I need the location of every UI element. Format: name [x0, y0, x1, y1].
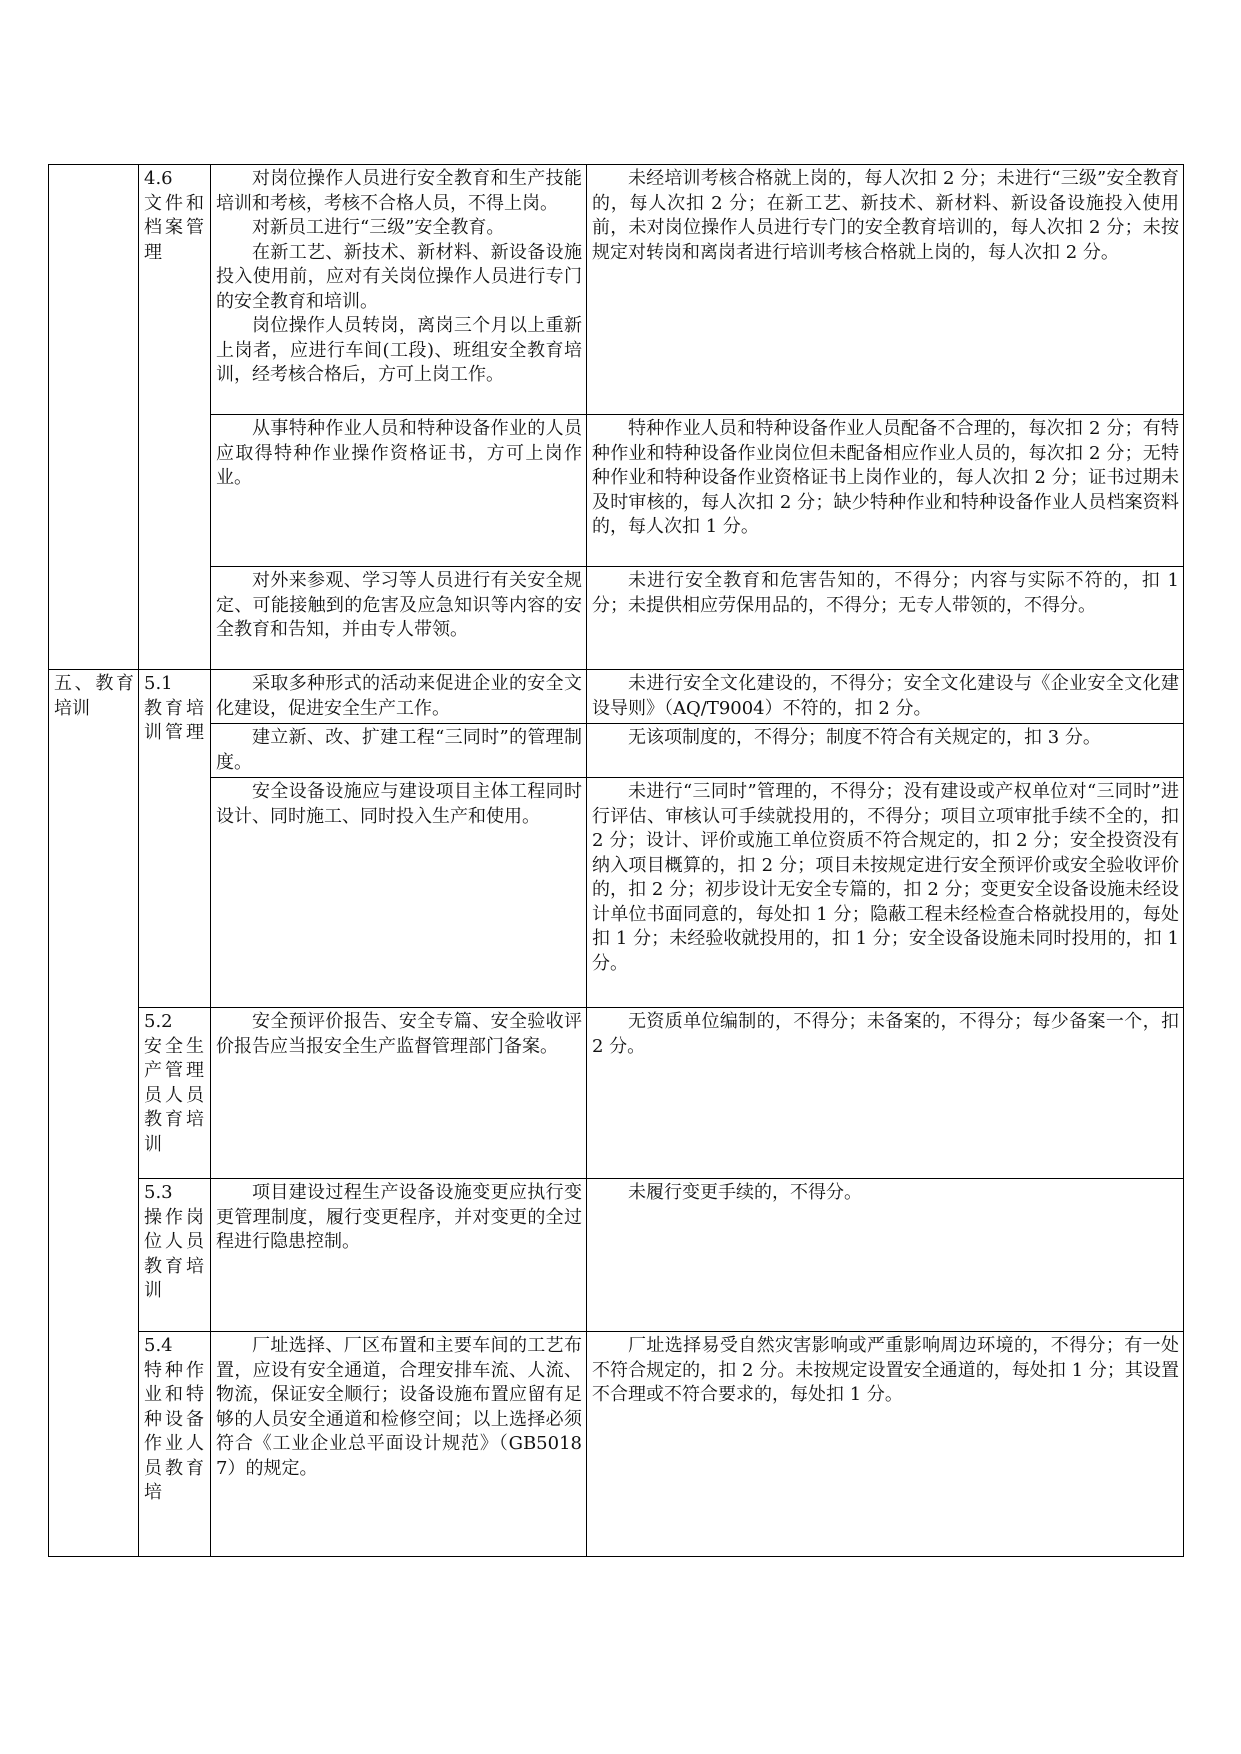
item-cell	[139, 165, 211, 670]
document-page	[48, 164, 1208, 1557]
table-row	[49, 724, 1184, 778]
category-cell	[49, 670, 139, 1557]
method-cell	[587, 1332, 1184, 1557]
category-cell	[49, 165, 139, 670]
method-cell	[587, 1008, 1184, 1179]
content-cell	[211, 1179, 587, 1332]
item-number: 5.2	[144, 1011, 173, 1032]
content-paragraph: 在新工艺、新技术、新材料、新设备设施投入使用前，应对有关岗位操作人员进行专门的安全教育和培训。	[216, 241, 582, 312]
method-cell	[587, 165, 1184, 415]
content-cell	[211, 165, 587, 415]
content-paragraph: 采取多种形式的活动来促进企业的安全文化建设，促进安全生产工作。	[216, 673, 582, 719]
item-name: 操作岗位人员教育培训	[144, 1206, 206, 1301]
method-text: 无资质单位编制的，不得分；未备案的，不得分；每少备案一个，扣 2 分。	[592, 1011, 1179, 1057]
content-cell	[211, 567, 587, 670]
content-paragraph: 安全设备设施应与建设项目主体工程同时设计、同时施工、同时投入生产和使用。	[216, 781, 582, 827]
method-text: 厂址选择易受自然灾害影响或严重影响周边环境的，不得分；有一处不符合规定的，扣 2 分。未按规定设置安全通道的，每处扣 1 分；其设置不合理或不符合要求的，每处扣 1 分。	[592, 1335, 1179, 1405]
method-text: 特种作业人员和特种设备作业人员配备不合理的，每次扣 2 分；有特种作业和特种设备作业岗位但未配备相应作业人员的，每次扣 2 分；无特种作业和特种设备作业资格证书上岗作业的，每人次扣 2 分；证书过期未及时审核的，每人次扣 2 分；缺少特种作业和特种设备作业人员档案资料的，每人次扣 1 分。	[592, 418, 1179, 537]
content-paragraph: 建立新、改、扩建工程“三同时”的管理制度。	[216, 727, 582, 773]
method-cell	[587, 670, 1184, 724]
method-text: 无该项制度的，不得分；制度不符合有关规定的，扣 3 分。	[628, 727, 1101, 748]
content-paragraph: 对外来参观、学习等人员进行有关安全规定、可能接触到的危害及应急知识等内容的安全教育和告知，并由专人带领。	[216, 570, 582, 640]
method-cell	[587, 724, 1184, 778]
item-cell	[139, 1008, 211, 1179]
table-row	[49, 1179, 1184, 1332]
item-name: 特种作业和特种设备作业人员教育培	[144, 1359, 206, 1503]
table-row	[49, 1008, 1184, 1179]
item-cell	[139, 1332, 211, 1557]
item-cell	[139, 670, 211, 1008]
content-cell	[211, 670, 587, 724]
item-number: 5.4	[144, 1335, 173, 1356]
table-row	[49, 165, 1184, 415]
content-cell	[211, 1332, 587, 1557]
method-cell	[587, 1179, 1184, 1332]
method-text: 未进行安全文化建设的，不得分；安全文化建设与《企业安全文化建设导则》（AQ/T9004）不符的，扣 2 分。	[592, 673, 1179, 719]
table-row	[49, 415, 1184, 567]
content-paragraph: 从事特种作业人员和特种设备作业的人员应取得特种作业操作资格证书，方可上岗作业。	[216, 418, 582, 488]
content-cell	[211, 724, 587, 778]
content-paragraph: 对新员工进行“三级”安全教育。	[252, 217, 505, 238]
assessment-table	[48, 164, 1184, 1557]
table-row	[49, 670, 1184, 724]
item-name: 安全生产管理员人员教育培训	[144, 1035, 206, 1155]
content-cell	[211, 415, 587, 567]
method-text: 未履行变更手续的，不得分。	[628, 1182, 862, 1203]
item-number: 4.6	[144, 168, 173, 189]
method-text: 未进行安全教育和危害告知的，不得分；内容与实际不符的，扣 1 分；未提供相应劳保用品的，不得分；无专人带领的，不得分。	[592, 570, 1179, 616]
category-label: 五、教育培训	[54, 673, 134, 719]
table-row	[49, 1332, 1184, 1557]
content-paragraph: 对岗位操作人员进行安全教育和生产技能培训和考核，考核不合格人员，不得上岗。	[216, 168, 582, 214]
table-row	[49, 567, 1184, 670]
content-paragraph: 安全预评价报告、安全专篇、安全验收评价报告应当报安全生产监督管理部门备案。	[216, 1011, 582, 1057]
content-cell	[211, 778, 587, 1008]
table-row	[49, 778, 1184, 1008]
method-cell	[587, 415, 1184, 567]
method-cell	[587, 778, 1184, 1008]
method-text: 未经培训考核合格就上岗的，每人次扣 2 分；未进行“三级”安全教育的，每人次扣 2 分；在新工艺、新技术、新材料、新设备设施投入使用前，未对岗位操作人员进行专门的安全教育培训的，每人次扣 2 分；未按规定对转岗和离岗者进行培训考核合格就上岗的，每人次扣 2 分。	[592, 168, 1179, 263]
content-paragraph: 项目建设过程生产设备设施变更应执行变更管理制度，履行变更程序，并对变更的全过程进行隐患控制。	[216, 1182, 582, 1252]
item-name: 教育培训管理	[144, 697, 206, 743]
item-name: 文件和档案管理	[144, 192, 206, 263]
content-paragraph: 厂址选择、厂区布置和主要车间的工艺布置，应设有安全通道，合理安排车流、人流、物流，保证安全顺行；设备设施布置应留有足够的人员安全通道和检修空间；以上选择必须符合《工业企业总平面设计规范》（GB50187）的规定。	[216, 1335, 582, 1479]
item-number: 5.3	[144, 1182, 173, 1203]
content-paragraph: 岗位操作人员转岗，离岗三个月以上重新上岗者，应进行车间(工段)、班组安全教育培训，经考核合格后，方可上岗工作。	[216, 315, 582, 385]
item-number: 5.1	[144, 673, 173, 694]
item-cell	[139, 1179, 211, 1332]
content-cell	[211, 1008, 587, 1179]
method-cell	[587, 567, 1184, 670]
method-text: 未进行“三同时”管理的，不得分；没有建设或产权单位对“三同时”进行评估、审核认可手续就投用的，不得分；项目立项审批手续不全的，扣 2 分；设计、评价或施工单位资质不符合规定的，扣 2 分；安全投资没有纳入项目概算的，扣 2 分；项目未按规定进行安全预评价或安全验收评价的，扣 2 分；初步设计无安全专篇的，扣 2 分；变更安全设备设施未经设计单位书面同意的，每处扣 1 分；隐蔽工程未经检查合格就投用的，每处扣 1 分；未经验收就投用的，扣 1 分；安全设备设施未同时投用的，扣 1 分。	[592, 781, 1179, 974]
